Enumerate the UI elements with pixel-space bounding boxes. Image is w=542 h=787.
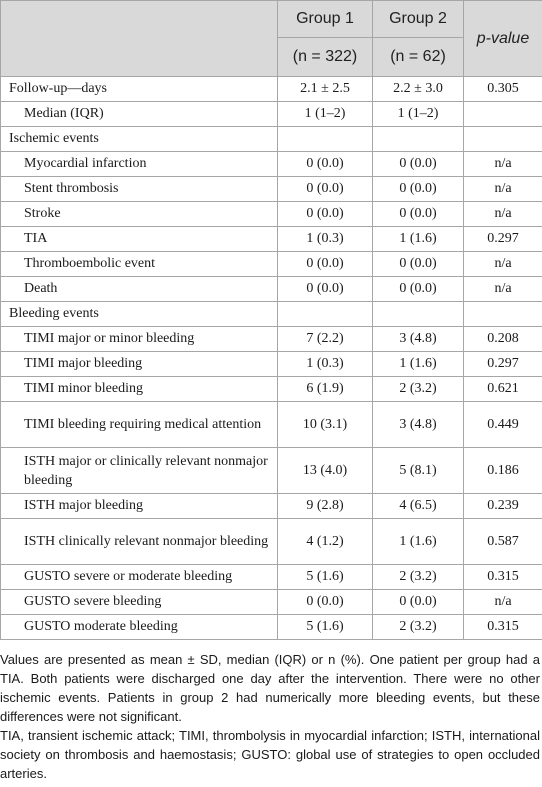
table-row bbox=[1, 277, 542, 302]
p-value: 0.621 bbox=[464, 377, 542, 402]
group2-value: 0 (0.0) bbox=[373, 202, 464, 227]
group1-value: 4 (1.2) bbox=[278, 519, 373, 565]
row-label: TIMI major bleeding bbox=[1, 352, 278, 377]
p-value: n/a bbox=[464, 590, 542, 615]
group2-value: 2 (3.2) bbox=[373, 565, 464, 590]
group2-value: 1 (1.6) bbox=[373, 227, 464, 252]
section-row bbox=[1, 127, 542, 152]
group2-value: 3 (4.8) bbox=[373, 327, 464, 352]
p-value: 0.239 bbox=[464, 494, 542, 519]
group2-value: 0 (0.0) bbox=[373, 590, 464, 615]
group2-value bbox=[373, 127, 464, 152]
group2-value: 0 (0.0) bbox=[373, 277, 464, 302]
group2-value: 4 (6.5) bbox=[373, 494, 464, 519]
group2-value bbox=[373, 302, 464, 327]
row-label: Follow-up—days bbox=[1, 77, 278, 102]
row-label: Median (IQR) bbox=[1, 102, 278, 127]
group1-value: 1 (1–2) bbox=[278, 102, 373, 127]
header-group2: Group 2 bbox=[373, 1, 464, 38]
table-body bbox=[1, 77, 542, 640]
table-row bbox=[1, 77, 542, 102]
group2-value: 2 (3.2) bbox=[373, 615, 464, 640]
group1-value: 13 (4.0) bbox=[278, 448, 373, 494]
group1-value: 0 (0.0) bbox=[278, 252, 373, 277]
header-blank-cell bbox=[1, 1, 278, 77]
p-value: 0.449 bbox=[464, 402, 542, 448]
row-label: GUSTO severe bleeding bbox=[1, 590, 278, 615]
group2-value: 1 (1.6) bbox=[373, 352, 464, 377]
group2-value: 0 (0.0) bbox=[373, 152, 464, 177]
group1-value: 0 (0.0) bbox=[278, 152, 373, 177]
table-row bbox=[1, 377, 542, 402]
group2-value: 0 (0.0) bbox=[373, 177, 464, 202]
row-label: Death bbox=[1, 277, 278, 302]
row-label: ISTH major bleeding bbox=[1, 494, 278, 519]
p-value: n/a bbox=[464, 252, 542, 277]
table-header bbox=[1, 1, 542, 77]
table-row bbox=[1, 177, 542, 202]
table-row bbox=[1, 227, 542, 252]
group2-value: 1 (1.6) bbox=[373, 519, 464, 565]
group1-value: 1 (0.3) bbox=[278, 352, 373, 377]
table-footnote bbox=[0, 650, 540, 783]
table-row bbox=[1, 615, 542, 640]
p-value: 0.297 bbox=[464, 352, 542, 377]
table-row bbox=[1, 494, 542, 519]
row-label: Stroke bbox=[1, 202, 278, 227]
p-value: 0.297 bbox=[464, 227, 542, 252]
group1-value: 9 (2.8) bbox=[278, 494, 373, 519]
row-label: Thromboembolic event bbox=[1, 252, 278, 277]
p-value: 0.305 bbox=[464, 77, 542, 102]
row-label: TIMI minor bleeding bbox=[1, 377, 278, 402]
footnote-abbreviations: TIA, transient ischemic attack; TIMI, thrombolysis in myocardial infarction; ISTH, international society on thrombosis and haemostasis; GUSTO: global use of strategies to open occluded arteries. bbox=[0, 728, 540, 781]
p-value: 0.315 bbox=[464, 565, 542, 590]
group2-value: 2 (3.2) bbox=[373, 377, 464, 402]
table-row bbox=[1, 590, 542, 615]
table-row bbox=[1, 565, 542, 590]
table-row bbox=[1, 152, 542, 177]
p-value bbox=[464, 102, 542, 127]
header-group1: Group 1 bbox=[278, 1, 373, 38]
p-value: 0.186 bbox=[464, 448, 542, 494]
section-label: Ischemic events bbox=[1, 127, 278, 152]
p-value bbox=[464, 302, 542, 327]
table-row bbox=[1, 519, 542, 565]
group1-value: 2.1 ± 2.5 bbox=[278, 77, 373, 102]
row-label: ISTH clinically relevant nonmajor bleeding bbox=[1, 519, 278, 565]
table-row bbox=[1, 352, 542, 377]
group1-value: 0 (0.0) bbox=[278, 590, 373, 615]
row-label: TIMI bleeding requiring medical attention bbox=[1, 402, 278, 448]
header-pvalue bbox=[464, 1, 542, 77]
row-label: GUSTO moderate bleeding bbox=[1, 615, 278, 640]
table-row bbox=[1, 252, 542, 277]
group1-value: 5 (1.6) bbox=[278, 565, 373, 590]
p-value: n/a bbox=[464, 202, 542, 227]
group1-value: 0 (0.0) bbox=[278, 202, 373, 227]
group1-value bbox=[278, 127, 373, 152]
group2-value: 0 (0.0) bbox=[373, 252, 464, 277]
group1-value: 7 (2.2) bbox=[278, 327, 373, 352]
p-value: n/a bbox=[464, 277, 542, 302]
row-label: ISTH major or clinically relevant nonmajor bleeding bbox=[1, 448, 278, 494]
group1-value: 5 (1.6) bbox=[278, 615, 373, 640]
header-pvalue-text: p-value bbox=[476, 29, 530, 47]
group1-value: 1 (0.3) bbox=[278, 227, 373, 252]
group2-value: 2.2 ± 3.0 bbox=[373, 77, 464, 102]
section-row bbox=[1, 302, 542, 327]
group1-value: 0 (0.0) bbox=[278, 277, 373, 302]
row-label: TIA bbox=[1, 227, 278, 252]
header-n-group1: (n = 322) bbox=[278, 38, 373, 77]
row-label: Myocardial infarction bbox=[1, 152, 278, 177]
table-row bbox=[1, 202, 542, 227]
header-n-group2: (n = 62) bbox=[373, 38, 464, 77]
p-value: 0.587 bbox=[464, 519, 542, 565]
p-value: 0.315 bbox=[464, 615, 542, 640]
row-label: TIMI major or minor bleeding bbox=[1, 327, 278, 352]
group1-value: 6 (1.9) bbox=[278, 377, 373, 402]
table-row bbox=[1, 402, 542, 448]
group2-value: 5 (8.1) bbox=[373, 448, 464, 494]
group1-value: 10 (3.1) bbox=[278, 402, 373, 448]
p-value bbox=[464, 127, 542, 152]
table-row bbox=[1, 327, 542, 352]
p-value: n/a bbox=[464, 177, 542, 202]
table-row bbox=[1, 102, 542, 127]
p-value: n/a bbox=[464, 152, 542, 177]
footnote-values-note: Values are presented as mean ± SD, median (IQR) or n (%). One patient per group had a TIA. Both patients were discharged one day after the intervention. There were no other ischemic events. Patients in group 2 had numerically more bleeding events, but these differences were not significant. bbox=[0, 652, 540, 724]
p-value: 0.208 bbox=[464, 327, 542, 352]
group1-value: 0 (0.0) bbox=[278, 177, 373, 202]
table-row bbox=[1, 448, 542, 494]
group2-value: 3 (4.8) bbox=[373, 402, 464, 448]
row-label: Stent thrombosis bbox=[1, 177, 278, 202]
section-label: Bleeding events bbox=[1, 302, 278, 327]
row-label: GUSTO severe or moderate bleeding bbox=[1, 565, 278, 590]
group1-value bbox=[278, 302, 373, 327]
group2-value: 1 (1–2) bbox=[373, 102, 464, 127]
